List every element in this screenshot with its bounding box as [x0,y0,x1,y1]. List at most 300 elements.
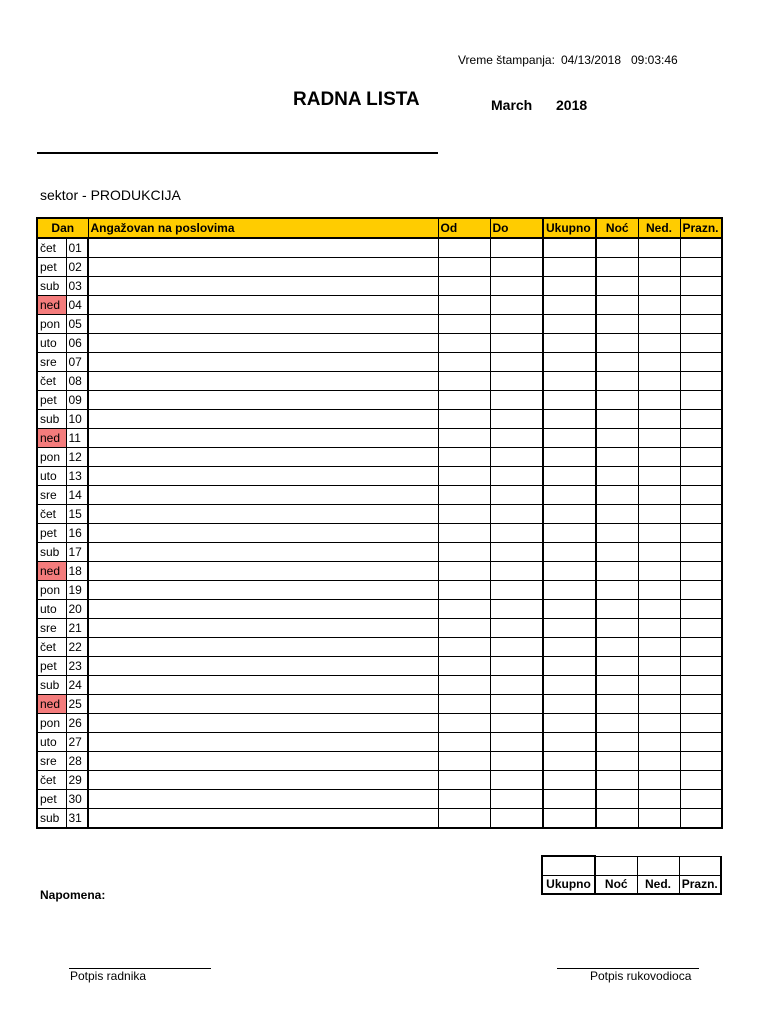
total-hours-cell[interactable] [543,790,596,809]
day-number-cell: 07 [66,353,88,372]
sunday-hours-cell[interactable] [638,752,680,771]
table-row [37,543,722,562]
to-time-cell[interactable] [490,448,543,467]
holiday-hours-cell[interactable] [680,752,722,771]
sunday-hours-cell[interactable] [638,733,680,752]
from-time-cell[interactable] [438,315,490,334]
from-time-cell[interactable] [438,695,490,714]
print-time: 09:03:46 [631,53,678,67]
work-description-cell[interactable] [88,315,438,334]
table-row [37,334,722,353]
total-hours-cell[interactable] [543,733,596,752]
from-time-cell[interactable] [438,505,490,524]
day-name-cell: sub [37,676,66,695]
night-hours-cell[interactable] [596,410,638,429]
holiday-hours-cell[interactable] [680,619,722,638]
to-time-cell[interactable] [490,238,543,258]
from-time-cell[interactable] [438,562,490,581]
header-angazovan: Angažovan na poslovima [88,218,438,238]
sunday-hours-cell[interactable] [638,714,680,733]
day-number-cell: 18 [66,562,88,581]
night-hours-cell[interactable] [596,353,638,372]
to-time-cell[interactable] [490,543,543,562]
work-description-cell[interactable] [88,771,438,790]
table-row [37,258,722,277]
holiday-hours-cell[interactable] [680,524,722,543]
day-name-cell: ned [37,695,66,714]
total-hours-cell[interactable] [543,486,596,505]
table-row [37,353,722,372]
to-time-cell[interactable] [490,486,543,505]
work-description-cell[interactable] [88,695,438,714]
to-time-cell[interactable] [490,429,543,448]
from-time-cell[interactable] [438,676,490,695]
from-time-cell[interactable] [438,752,490,771]
to-time-cell[interactable] [490,638,543,657]
from-time-cell[interactable] [438,657,490,676]
sunday-hours-cell[interactable] [638,619,680,638]
work-description-cell[interactable] [88,448,438,467]
sunday-hours-cell[interactable] [638,410,680,429]
to-time-cell[interactable] [490,809,543,829]
total-hours-cell[interactable] [543,410,596,429]
holiday-hours-cell[interactable] [680,505,722,524]
to-time-cell[interactable] [490,790,543,809]
day-number-cell: 02 [66,258,88,277]
to-time-cell[interactable] [490,296,543,315]
holiday-hours-cell[interactable] [680,429,722,448]
total-hours-cell[interactable] [543,600,596,619]
from-time-cell[interactable] [438,258,490,277]
holiday-hours-cell[interactable] [680,277,722,296]
sunday-hours-cell[interactable] [638,600,680,619]
sunday-hours-cell[interactable] [638,448,680,467]
table-row [37,372,722,391]
holiday-hours-cell[interactable] [680,657,722,676]
work-description-cell[interactable] [88,562,438,581]
to-time-cell[interactable] [490,714,543,733]
from-time-cell[interactable] [438,334,490,353]
from-time-cell[interactable] [438,486,490,505]
total-hours-cell[interactable] [543,657,596,676]
total-hours-cell[interactable] [543,372,596,391]
holiday-hours-cell[interactable] [680,486,722,505]
day-name-cell: čet [37,638,66,657]
from-time-cell[interactable] [438,600,490,619]
table-body [37,238,722,828]
holiday-hours-cell[interactable] [680,353,722,372]
to-time-cell[interactable] [490,581,543,600]
sunday-hours-cell[interactable] [638,543,680,562]
holiday-hours-cell[interactable] [680,638,722,657]
sunday-hours-cell[interactable] [638,524,680,543]
holiday-hours-cell[interactable] [680,315,722,334]
total-hours-cell[interactable] [543,543,596,562]
from-time-cell[interactable] [438,429,490,448]
night-hours-cell[interactable] [596,315,638,334]
day-name-cell: sub [37,543,66,562]
day-name-cell: pon [37,448,66,467]
holiday-hours-cell[interactable] [680,695,722,714]
day-name-cell: sre [37,752,66,771]
day-number-cell: 06 [66,334,88,353]
holiday-hours-cell[interactable] [680,809,722,829]
from-time-cell[interactable] [438,391,490,410]
table-row [37,714,722,733]
table-row [37,429,722,448]
table-row [37,467,722,486]
total-hours-cell[interactable] [543,524,596,543]
day-number-cell: 11 [66,429,88,448]
night-hours-cell[interactable] [596,258,638,277]
table-row [37,638,722,657]
day-name-cell: pon [37,315,66,334]
work-description-cell[interactable] [88,809,438,829]
holiday-hours-cell[interactable] [680,258,722,277]
from-time-cell[interactable] [438,543,490,562]
to-time-cell[interactable] [490,695,543,714]
day-number-cell: 08 [66,372,88,391]
from-time-cell[interactable] [438,448,490,467]
from-time-cell[interactable] [438,524,490,543]
sunday-hours-cell[interactable] [638,562,680,581]
table-row [37,695,722,714]
sunday-hours-cell[interactable] [638,429,680,448]
holiday-hours-cell[interactable] [680,296,722,315]
day-number-cell: 25 [66,695,88,714]
sunday-hours-cell[interactable] [638,353,680,372]
night-hours-cell[interactable] [596,733,638,752]
total-hours-cell[interactable] [543,467,596,486]
table-row [37,277,722,296]
table-row [37,524,722,543]
to-time-cell[interactable] [490,524,543,543]
night-hours-cell[interactable] [596,790,638,809]
day-number-cell: 20 [66,600,88,619]
holiday-hours-cell[interactable] [680,238,722,258]
work-description-cell[interactable] [88,467,438,486]
day-number-cell: 09 [66,391,88,410]
night-hours-cell[interactable] [596,372,638,391]
from-time-cell[interactable] [438,714,490,733]
table-row [37,448,722,467]
work-description-cell[interactable] [88,581,438,600]
sunday-hours-cell[interactable] [638,277,680,296]
day-number-cell: 03 [66,277,88,296]
day-name-cell: pet [37,258,66,277]
from-time-cell[interactable] [438,296,490,315]
total-hours-cell[interactable] [543,695,596,714]
manager-signature-label: Potpis rukovodioca [590,969,692,983]
day-name-cell: pet [37,790,66,809]
day-number-cell: 30 [66,790,88,809]
from-time-cell[interactable] [438,410,490,429]
work-description-cell[interactable] [88,600,438,619]
from-time-cell[interactable] [438,638,490,657]
work-description-cell[interactable] [88,752,438,771]
totals-table [541,855,722,895]
work-description-cell[interactable] [88,505,438,524]
night-hours-cell[interactable] [596,524,638,543]
day-name-cell: sre [37,353,66,372]
day-number-cell: 05 [66,315,88,334]
total-ned-label: Ned. [637,875,679,894]
work-description-cell[interactable] [88,391,438,410]
to-time-cell[interactable] [490,676,543,695]
work-description-cell[interactable] [88,657,438,676]
sunday-hours-cell[interactable] [638,258,680,277]
sunday-hours-cell[interactable] [638,315,680,334]
to-time-cell[interactable] [490,771,543,790]
holiday-hours-cell[interactable] [680,676,722,695]
to-time-cell[interactable] [490,258,543,277]
from-time-cell[interactable] [438,809,490,829]
day-number-cell: 13 [66,467,88,486]
from-time-cell[interactable] [438,238,490,258]
to-time-cell[interactable] [490,600,543,619]
work-description-cell[interactable] [88,524,438,543]
to-time-cell[interactable] [490,619,543,638]
total-hours-cell[interactable] [543,277,596,296]
sunday-hours-cell[interactable] [638,505,680,524]
work-description-cell[interactable] [88,296,438,315]
sunday-hours-cell[interactable] [638,334,680,353]
from-time-cell[interactable] [438,277,490,296]
night-hours-cell[interactable] [596,448,638,467]
night-hours-cell[interactable] [596,391,638,410]
day-name-cell: čet [37,238,66,258]
work-description-cell[interactable] [88,410,438,429]
total-hours-cell[interactable] [543,619,596,638]
day-name-cell: uto [37,733,66,752]
night-hours-cell[interactable] [596,486,638,505]
holiday-hours-cell[interactable] [680,733,722,752]
to-time-cell[interactable] [490,372,543,391]
table-row [37,391,722,410]
table-row [37,676,722,695]
total-hours-cell[interactable] [543,334,596,353]
from-time-cell[interactable] [438,733,490,752]
holiday-hours-cell[interactable] [680,581,722,600]
table-row [37,600,722,619]
to-time-cell[interactable] [490,733,543,752]
from-time-cell[interactable] [438,619,490,638]
night-hours-cell[interactable] [596,467,638,486]
night-hours-cell[interactable] [596,277,638,296]
header-prazn: Prazn. [680,218,722,238]
total-prazn-cell[interactable] [679,856,721,875]
holiday-hours-cell[interactable] [680,714,722,733]
table-row [37,790,722,809]
day-name-cell: čet [37,372,66,391]
work-description-cell[interactable] [88,277,438,296]
day-name-cell: sub [37,410,66,429]
total-noc-cell[interactable] [595,856,637,875]
sunday-hours-cell[interactable] [638,676,680,695]
sunday-hours-cell[interactable] [638,486,680,505]
day-name-cell: čet [37,771,66,790]
sunday-hours-cell[interactable] [638,467,680,486]
holiday-hours-cell[interactable] [680,790,722,809]
total-hours-cell[interactable] [543,562,596,581]
work-description-cell[interactable] [88,676,438,695]
day-number-cell: 19 [66,581,88,600]
holiday-hours-cell[interactable] [680,334,722,353]
holiday-hours-cell[interactable] [680,543,722,562]
total-hours-cell[interactable] [543,676,596,695]
work-description-cell[interactable] [88,638,438,657]
holiday-hours-cell[interactable] [680,600,722,619]
work-description-cell[interactable] [88,353,438,372]
sunday-hours-cell[interactable] [638,657,680,676]
to-time-cell[interactable] [490,657,543,676]
total-hours-cell[interactable] [543,258,596,277]
day-name-cell: sub [37,809,66,829]
total-hours-cell[interactable] [543,238,596,258]
total-ned-cell[interactable] [637,856,679,875]
night-hours-cell[interactable] [596,543,638,562]
night-hours-cell[interactable] [596,619,638,638]
table-row [37,619,722,638]
from-time-cell[interactable] [438,790,490,809]
from-time-cell[interactable] [438,467,490,486]
work-description-cell[interactable] [88,334,438,353]
to-time-cell[interactable] [490,562,543,581]
day-name-cell: pon [37,581,66,600]
total-hours-cell[interactable] [543,771,596,790]
work-description-cell[interactable] [88,714,438,733]
holiday-hours-cell[interactable] [680,771,722,790]
total-ukupno-cell[interactable] [542,856,595,875]
total-hours-cell[interactable] [543,391,596,410]
total-hours-cell[interactable] [543,296,596,315]
night-hours-cell[interactable] [596,638,638,657]
to-time-cell[interactable] [490,410,543,429]
table-row [37,410,722,429]
to-time-cell[interactable] [490,391,543,410]
total-hours-cell[interactable] [543,714,596,733]
from-time-cell[interactable] [438,581,490,600]
to-time-cell[interactable] [490,752,543,771]
total-hours-cell[interactable] [543,315,596,334]
total-hours-cell[interactable] [543,448,596,467]
worker-signature-label: Potpis radnika [70,969,147,983]
day-number-cell: 15 [66,505,88,524]
holiday-hours-cell[interactable] [680,467,722,486]
from-time-cell[interactable] [438,771,490,790]
work-description-cell[interactable] [88,543,438,562]
night-hours-cell[interactable] [596,809,638,829]
day-number-cell: 10 [66,410,88,429]
work-description-cell[interactable] [88,258,438,277]
total-hours-cell[interactable] [543,429,596,448]
total-hours-cell[interactable] [543,505,596,524]
from-time-cell[interactable] [438,372,490,391]
work-description-cell[interactable] [88,238,438,258]
total-hours-cell[interactable] [543,809,596,829]
sunday-hours-cell[interactable] [638,238,680,258]
day-name-cell: sre [37,619,66,638]
night-hours-cell[interactable] [596,505,638,524]
work-description-cell[interactable] [88,486,438,505]
night-hours-cell[interactable] [596,562,638,581]
day-name-cell: pet [37,524,66,543]
day-number-cell: 26 [66,714,88,733]
sunday-hours-cell[interactable] [638,638,680,657]
sunday-hours-cell[interactable] [638,771,680,790]
table-row [37,809,722,829]
from-time-cell[interactable] [438,353,490,372]
day-number-cell: 24 [66,676,88,695]
night-hours-cell[interactable] [596,657,638,676]
night-hours-cell[interactable] [596,771,638,790]
day-number-cell: 04 [66,296,88,315]
total-ukupno-label: Ukupno [542,875,595,894]
total-hours-cell[interactable] [543,581,596,600]
day-number-cell: 01 [66,238,88,258]
header-ned: Ned. [638,218,680,238]
sunday-hours-cell[interactable] [638,790,680,809]
work-description-cell[interactable] [88,619,438,638]
to-time-cell[interactable] [490,334,543,353]
day-number-cell: 29 [66,771,88,790]
night-hours-cell[interactable] [596,600,638,619]
sector-label: sektor - PRODUKCIJA [40,187,181,203]
holiday-hours-cell[interactable] [680,448,722,467]
holiday-hours-cell[interactable] [680,391,722,410]
night-hours-cell[interactable] [596,695,638,714]
table-header-row [37,218,722,238]
night-hours-cell[interactable] [596,676,638,695]
work-description-cell[interactable] [88,429,438,448]
total-hours-cell[interactable] [543,638,596,657]
to-time-cell[interactable] [490,467,543,486]
night-hours-cell[interactable] [596,334,638,353]
to-time-cell[interactable] [490,353,543,372]
holiday-hours-cell[interactable] [680,562,722,581]
work-description-cell[interactable] [88,790,438,809]
night-hours-cell[interactable] [596,714,638,733]
night-hours-cell[interactable] [596,752,638,771]
sunday-hours-cell[interactable] [638,372,680,391]
table-row [37,752,722,771]
to-time-cell[interactable] [490,277,543,296]
sunday-hours-cell[interactable] [638,581,680,600]
sunday-hours-cell[interactable] [638,391,680,410]
day-number-cell: 27 [66,733,88,752]
night-hours-cell[interactable] [596,238,638,258]
to-time-cell[interactable] [490,315,543,334]
night-hours-cell[interactable] [596,581,638,600]
day-number-cell: 22 [66,638,88,657]
total-hours-cell[interactable] [543,752,596,771]
table-row [37,657,722,676]
sunday-hours-cell[interactable] [638,809,680,829]
night-hours-cell[interactable] [596,296,638,315]
table-row [37,733,722,752]
holiday-hours-cell[interactable] [680,372,722,391]
sunday-hours-cell[interactable] [638,695,680,714]
total-hours-cell[interactable] [543,353,596,372]
day-name-cell: uto [37,334,66,353]
header-do: Do [490,218,543,238]
to-time-cell[interactable] [490,505,543,524]
night-hours-cell[interactable] [596,429,638,448]
holiday-hours-cell[interactable] [680,410,722,429]
work-description-cell[interactable] [88,733,438,752]
work-description-cell[interactable] [88,372,438,391]
sunday-hours-cell[interactable] [638,296,680,315]
